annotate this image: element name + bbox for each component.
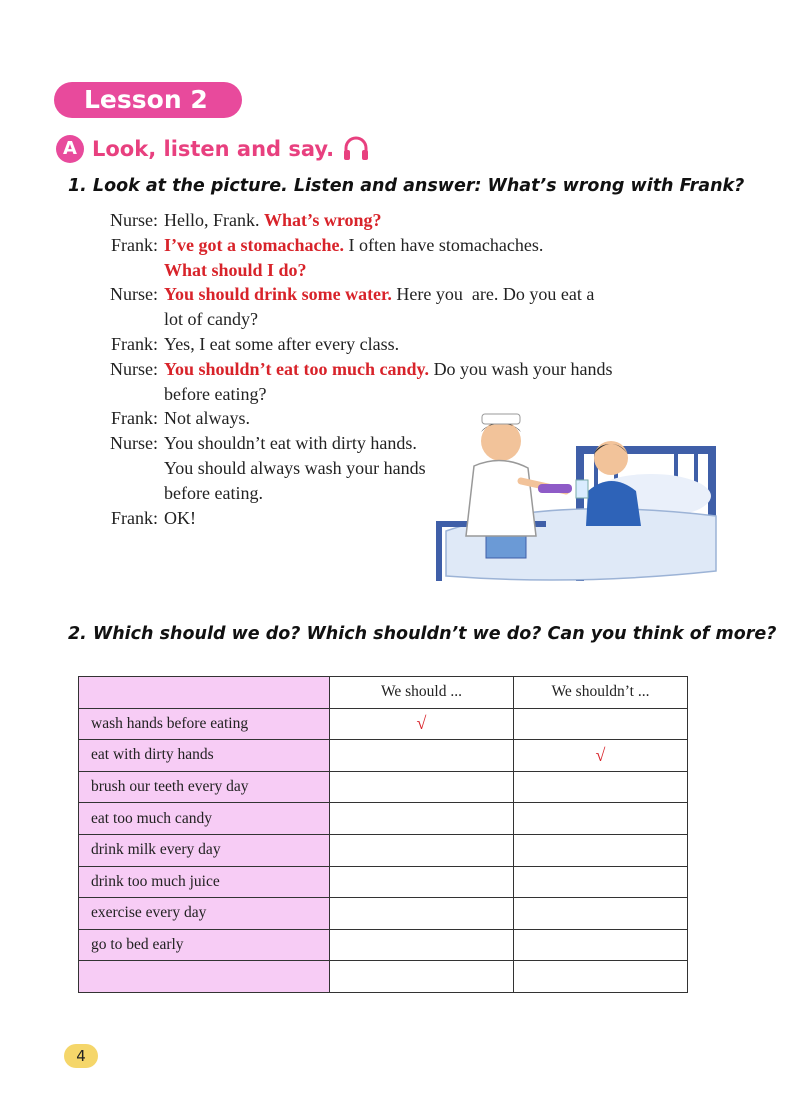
- dialog-text: [164, 332, 399, 357]
- key-phrase: What should I do?: [164, 259, 307, 280]
- activity-cell: eat too much candy: [79, 803, 330, 835]
- dialog-text: [164, 208, 382, 233]
- activity-cell: eat with dirty hands: [79, 740, 330, 772]
- dialog-phrase: before eating?: [164, 383, 267, 404]
- should-cell[interactable]: [330, 866, 514, 898]
- section-a-badge: A: [56, 135, 84, 163]
- lesson-title: Lesson 2: [54, 82, 242, 118]
- shouldnt-cell[interactable]: [514, 898, 688, 930]
- table-row: [79, 771, 688, 803]
- headphones-icon[interactable]: [342, 135, 370, 163]
- dialog-phrase: Not always.: [164, 408, 250, 429]
- dialog-text: [164, 481, 263, 506]
- speaker-label: [86, 456, 164, 481]
- dialog-phrase: You shouldn’t eat with dirty hands.: [164, 433, 417, 454]
- activity-cell: go to bed early: [79, 929, 330, 961]
- shouldnt-cell[interactable]: [514, 866, 688, 898]
- dialog-phrase: before eating.: [164, 482, 263, 503]
- dialog-text: [164, 258, 307, 283]
- should-cell[interactable]: [330, 898, 514, 930]
- column-header: [79, 677, 330, 709]
- speaker-label: Frank:: [111, 234, 158, 255]
- dialog-phrase: You should always wash your hands: [164, 457, 426, 478]
- table-row: [79, 740, 688, 772]
- table-row: [79, 961, 688, 993]
- activity-cell: drink too much juice: [79, 866, 330, 898]
- shouldnt-cell[interactable]: [514, 834, 688, 866]
- table-row: [79, 834, 688, 866]
- table-row: [79, 708, 688, 740]
- speaker-label: Frank:: [111, 408, 158, 429]
- shouldnt-cell[interactable]: [514, 771, 688, 803]
- shouldnt-cell[interactable]: √: [514, 740, 688, 772]
- should-cell[interactable]: [330, 961, 514, 993]
- dialog-text: [164, 431, 417, 456]
- dialog-line: [86, 233, 706, 258]
- speaker-label: Nurse:: [110, 433, 158, 454]
- speaker-label: [86, 307, 164, 332]
- dialog-phrase: Hello, Frank.: [164, 210, 264, 230]
- dialog-text: [164, 382, 266, 407]
- nurse-and-patient-illustration: [426, 396, 726, 586]
- dialog-phrase: Here you are. Do you eat a: [391, 284, 595, 305]
- should-cell[interactable]: [330, 740, 514, 772]
- dialog-line: [86, 307, 706, 332]
- page-number: 4: [64, 1044, 98, 1068]
- dialog-text: [164, 357, 613, 382]
- speaker-label: [86, 382, 164, 407]
- dialog-line: [86, 282, 706, 307]
- task-1-instruction: 1. Look at the picture. Listen and answer: What’s wrong with Frank?: [68, 176, 745, 196]
- shouldnt-cell[interactable]: [514, 961, 688, 993]
- dialog-phrase: I often have stomachaches.: [343, 234, 544, 255]
- speaker-label: Nurse:: [110, 284, 158, 305]
- dialog-text: [164, 456, 426, 481]
- shouldnt-cell[interactable]: [514, 803, 688, 835]
- table-row: [79, 929, 688, 961]
- table-row: [79, 898, 688, 930]
- column-header: We should ...: [330, 677, 514, 709]
- dialog-phrase: lot of candy?: [164, 309, 258, 330]
- dialog-text: [164, 282, 594, 307]
- table-row: [79, 866, 688, 898]
- shouldnt-cell[interactable]: [514, 929, 688, 961]
- activity-cell: brush our teeth every day: [79, 771, 330, 803]
- speaker-label: Frank:: [111, 333, 158, 354]
- key-phrase: I’ve got a stomachache.: [164, 234, 344, 255]
- dialog-line: [86, 258, 706, 283]
- speaker-label: Frank:: [111, 507, 158, 528]
- speaker-label: Nurse:: [110, 210, 158, 230]
- dialog-phrase: Do you wash your hands: [429, 358, 613, 379]
- dialog-text: [164, 233, 543, 258]
- dialog-phrase: OK!: [164, 507, 196, 528]
- activity-cell: exercise every day: [79, 898, 330, 930]
- activity-cell: drink milk every day: [79, 834, 330, 866]
- speaker-label: [86, 481, 164, 506]
- should-cell[interactable]: √: [330, 708, 514, 740]
- section-a-title: Look, listen and say.: [92, 137, 335, 161]
- activity-cell: [79, 961, 330, 993]
- dialog-text: [164, 307, 258, 332]
- column-header: We shouldn’t ...: [514, 677, 688, 709]
- section-a-heading: [56, 134, 370, 164]
- speaker-label: Nurse:: [110, 358, 158, 379]
- dialog-text: [164, 506, 196, 531]
- dialog-line: [86, 208, 706, 233]
- should-shouldnt-table: [78, 676, 688, 993]
- dialog-line: [86, 332, 706, 357]
- should-cell[interactable]: [330, 771, 514, 803]
- shouldnt-cell[interactable]: [514, 708, 688, 740]
- key-phrase: You shouldn’t eat too much candy.: [164, 358, 430, 379]
- dialog-line: [86, 357, 706, 382]
- should-cell[interactable]: [330, 929, 514, 961]
- table-header-row: [79, 677, 688, 709]
- should-cell[interactable]: [330, 803, 514, 835]
- task-2-instruction: 2. Which should we do? Which shouldn’t we do? Can you think of more?: [68, 624, 777, 644]
- speaker-label: [86, 258, 164, 283]
- should-cell[interactable]: [330, 834, 514, 866]
- table-row: [79, 803, 688, 835]
- dialog-phrase: Yes, I eat some after every class.: [164, 333, 400, 354]
- key-phrase: You should drink some water.: [164, 284, 392, 305]
- key-phrase: What’s wrong?: [263, 210, 382, 230]
- activity-cell: wash hands before eating: [79, 708, 330, 740]
- dialog-text: [164, 406, 250, 431]
